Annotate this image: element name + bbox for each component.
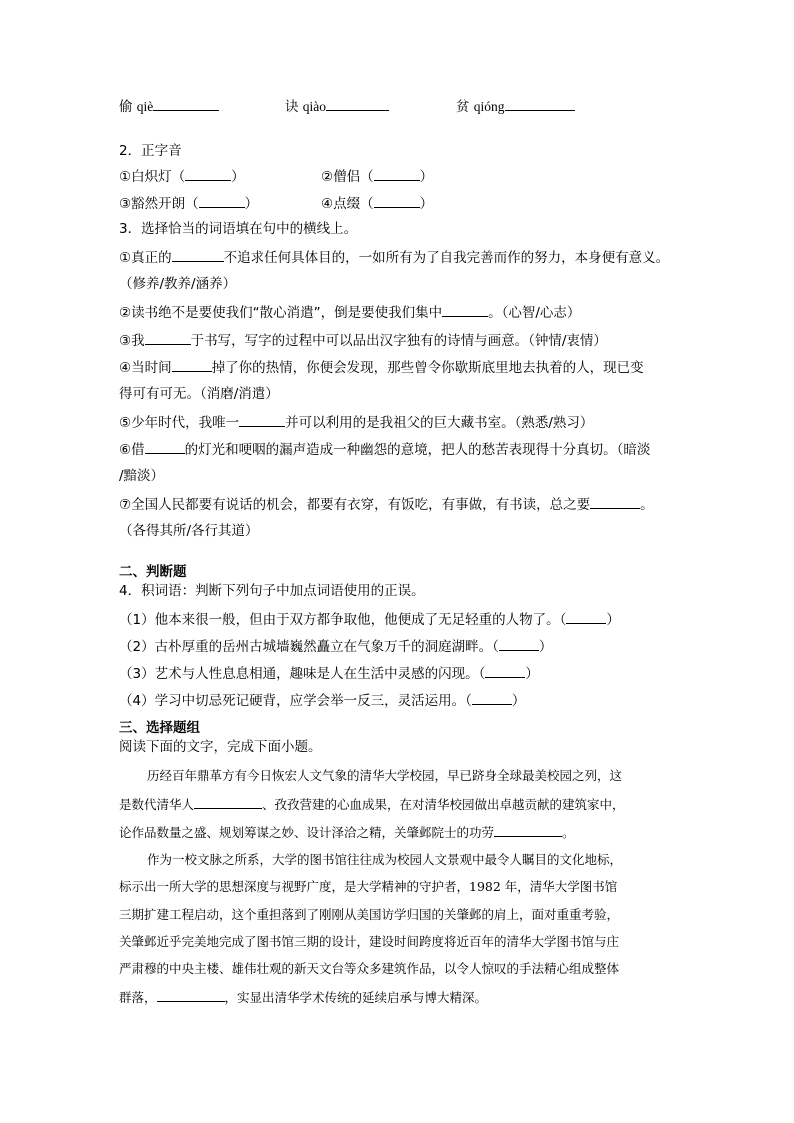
- sentence-text: ④当时间: [119, 360, 172, 376]
- pinyin-item: [119, 97, 219, 116]
- pinyin-char: 偷: [119, 99, 133, 115]
- sentence-2: [119, 303, 580, 322]
- passage-line: 标示出一所大学的思想深度与视野广度，是大学精神的守护者，1982 年，清华大学图书馆: [119, 879, 618, 894]
- sentence-1: [119, 248, 669, 267]
- judge-item: [119, 691, 525, 710]
- sentence-text: 并可以利用的是我祖父的巨大藏书室。（熟悉/熟习）: [285, 415, 594, 431]
- sentence-text: 。（心智/心志）: [488, 305, 581, 321]
- pinyin-text: qiè: [136, 99, 154, 114]
- sentence-text: 于书写，写字的过程中可以品出汉字独有的诗情与画意。（钟情/衷情）: [190, 333, 607, 349]
- passage-line: [119, 988, 487, 1007]
- judge-text: （4）学习中切忌死记硬背，应学会举一反三，灵活运用。（: [119, 693, 472, 709]
- passage-text: 群落，: [119, 990, 157, 1005]
- answer-blank[interactable]: [499, 637, 539, 651]
- answer-blank[interactable]: [442, 303, 488, 317]
- judge-text: （1）他本来很一般，但由于双方都争取他，他便成了无足轻重的人物了。（: [119, 612, 567, 628]
- answer-blank[interactable]: [153, 97, 219, 111]
- paren-close: ）: [419, 169, 434, 185]
- answer-blank[interactable]: [472, 691, 512, 705]
- zhengziyin-item: ④点缀（: [321, 196, 374, 212]
- sentence-text: ⑦全国人民都要有说话的机会，都要有衣穿，有饭吃，有事做，有书读，总之要: [119, 497, 591, 513]
- judge-text: （2）古朴厚重的岳州古城墙巍然矗立在气象万千的洞庭湖畔。（: [119, 639, 499, 655]
- zhengziyin-row: [119, 167, 679, 187]
- passage-line: 关肇邺近乎完美地完成了图书馆三期的设计，建设时间跨度将近百年的清华大学图书馆与庄: [119, 934, 620, 949]
- answer-blank[interactable]: [505, 97, 575, 111]
- sentence-3: [119, 331, 607, 350]
- passage-text: 是数代清华人: [119, 797, 195, 812]
- sentence-text: ①真正的: [119, 250, 172, 266]
- zhengziyin-row: [119, 194, 679, 214]
- passage-text: 论作品数量之盛、规划筹谋之妙、设计泽洽之精，关肇邺院士的功劳: [119, 825, 495, 840]
- passage-line: 作为一校文脉之所系，大学的图书馆往往成为校园人文景观中最令人瞩目的文化地标，: [147, 852, 623, 867]
- pinyin-row: [119, 97, 679, 117]
- answer-blank[interactable]: [566, 610, 606, 624]
- zhengziyin-item: ②僧侣（: [321, 169, 374, 185]
- sentence-6-cont: /黯淡）: [119, 468, 165, 484]
- paren-close: ）: [231, 169, 245, 185]
- question-title: 4．积词语：判断下列句子中加点词语使用的正误。: [119, 583, 425, 599]
- paren-close: ）: [538, 639, 553, 655]
- sentence-text: ⑥借: [119, 442, 145, 458]
- answer-blank[interactable]: [157, 988, 225, 1002]
- pinyin-char: 诀: [285, 99, 299, 115]
- answer-blank[interactable]: [194, 795, 262, 809]
- paren-close: ）: [244, 196, 259, 212]
- judge-item: [119, 664, 539, 683]
- answer-blank[interactable]: [185, 167, 231, 181]
- answer-blank[interactable]: [374, 194, 420, 208]
- section-title: 三、选择题组: [119, 720, 200, 736]
- sentence-4: [119, 358, 644, 377]
- pinyin-text: qióng: [473, 99, 505, 114]
- zhengziyin-item: ①白炽灯（: [119, 169, 186, 185]
- zhengziyin-item: ③豁然开朗（: [119, 196, 199, 212]
- judge-item: [119, 610, 620, 629]
- judge-text: （3）艺术与人性息息相通，趣味是人在生活中灵感的闪现。（: [119, 666, 486, 682]
- pinyin-item: [285, 97, 389, 116]
- sentence-text: 掉了你的热情，你便会发现，那些曾令你歇斯底里地去执着的人，现已变: [211, 360, 644, 376]
- answer-blank[interactable]: [145, 331, 191, 345]
- question-title: 2．正字音: [119, 143, 182, 159]
- passage-line: 历经百年鼎革方有今日恢宏人文气象的清华大学校园，早已跻身全球最美校园之列，这: [147, 768, 623, 783]
- sentence-6: [119, 440, 650, 459]
- sentence-7-options: （各得其所/各行其道）: [119, 523, 259, 539]
- sentence-1-options: （修养/教养/涵养）: [119, 276, 237, 292]
- passage-line: 严肃穆的中央主楼、雄伟壮观的新天文台等众多建筑作品，以令人惊叹的手法精心组成整体: [119, 961, 620, 976]
- sentence-7: [119, 495, 654, 514]
- sentence-text: ②读书绝不是要使我们“散心消遣”，倒是要使我们集中: [119, 305, 443, 321]
- paren-close: ）: [606, 612, 620, 628]
- sentence-text: 。: [640, 497, 654, 513]
- question-title: 3．选择恰当的词语填在句中的横线上。: [119, 221, 358, 237]
- passage-line: [119, 795, 625, 814]
- passage-text: ，实显出清华学术传统的延续启承与博大精深。: [224, 990, 488, 1005]
- section-title: 二、判断题: [119, 564, 187, 580]
- pinyin-char: 贫: [456, 99, 470, 115]
- sentence-text: 不追求任何具体目的，一如所有为了自我完善而作的努力，本身便有意义。: [223, 250, 670, 266]
- sentence-text: ③我: [119, 333, 145, 349]
- answer-blank[interactable]: [172, 248, 224, 262]
- answer-blank[interactable]: [326, 97, 389, 111]
- reading-intro: 阅读下面的文字，完成下面小题。: [119, 739, 322, 755]
- judge-item: [119, 637, 552, 656]
- passage-line: 三期扩建工程启动，这个重担落到了刚刚从美国访学归国的关肇邺的肩上，面对重重考验，: [119, 907, 620, 922]
- answer-blank[interactable]: [494, 823, 562, 837]
- answer-blank[interactable]: [485, 664, 525, 678]
- sentence-5: [119, 413, 593, 432]
- sentence-4-cont: 得可有可无。（消磨/消遣）: [119, 386, 279, 402]
- paren-close: ）: [419, 196, 434, 212]
- sentence-text: ⑤少年时代，我唯一: [119, 415, 240, 431]
- pinyin-item: [456, 97, 575, 116]
- answer-blank[interactable]: [145, 440, 185, 454]
- passage-text: 。: [562, 825, 575, 840]
- answer-blank[interactable]: [239, 413, 285, 427]
- answer-blank[interactable]: [590, 495, 640, 509]
- paren-close: ）: [511, 693, 526, 709]
- answer-blank[interactable]: [374, 167, 420, 181]
- answer-blank[interactable]: [172, 358, 212, 372]
- answer-blank[interactable]: [199, 194, 245, 208]
- sentence-text: 的灯光和哽咽的漏声造成一种幽怨的意境，把人的愁苦表现得十分真切。（暗淡: [184, 442, 651, 458]
- passage-line: [119, 823, 575, 842]
- pinyin-text: qiào: [302, 99, 327, 114]
- paren-close: ）: [525, 666, 539, 682]
- passage-text: 、孜孜营建的心血成果，在对清华校园做出卓越贡献的建筑家中，: [262, 797, 625, 812]
